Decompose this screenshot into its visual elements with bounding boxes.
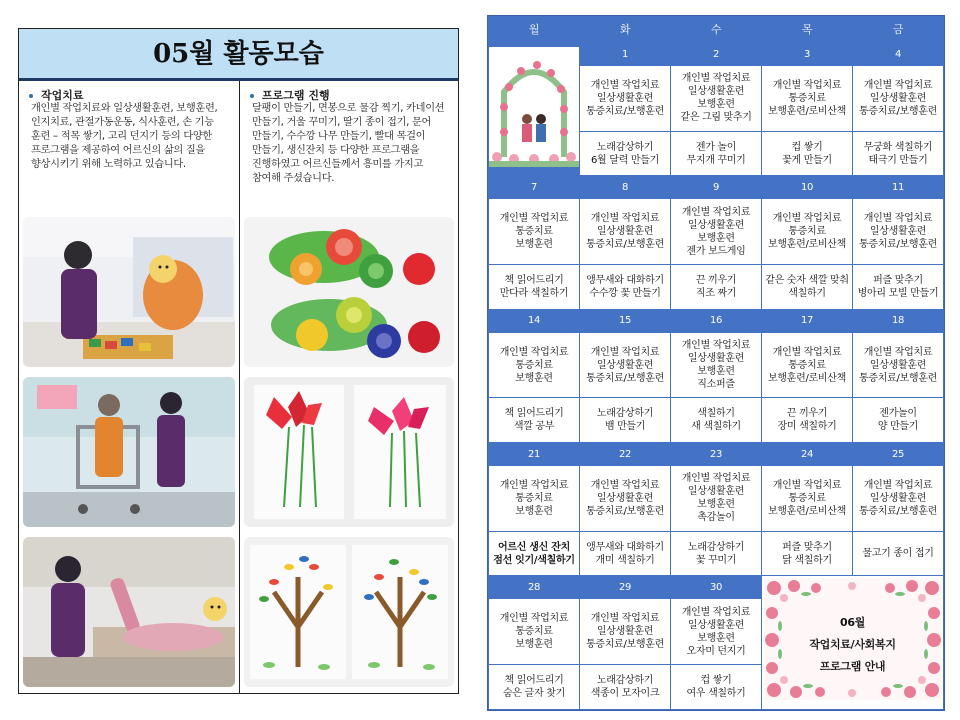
date-cell: 24	[762, 443, 853, 466]
weekday-fri: 금	[853, 17, 944, 43]
therapy-cell: 개인별 작업치료 일상생활훈련 보행훈련 촉감놀이	[671, 466, 762, 532]
program-cell: 물고기 종이 접기	[853, 531, 944, 576]
program-cell: 컵 쌓기 여우 색칠하기	[671, 665, 762, 710]
section-body-program: 달팽이 만들기, 면봉으로 물감 찍기, 카네이션 만들기, 거울 꾸미기, 딸기 종이 접기, 문어 만들기, 수수깡 나무 만들기, 빨대 목걸이 만들기, 생신잔치 등 다양한 프로그램을 진행하였고 어르신들께서 흥미를 가지고 참여해 주셨습니다.	[252, 103, 445, 184]
date-cell: 29	[580, 576, 671, 599]
therapy-cell: 개인별 작업치료 통증치료 보행훈련	[489, 332, 580, 398]
date-cell: 1	[580, 43, 671, 66]
program-cell: 퍼즐 맞추기 병아리 모빌 만들기	[853, 264, 944, 309]
weekday-header-row	[489, 17, 944, 43]
program-row	[489, 264, 944, 309]
program-cell: 노래감상하기 6월 달력 만들기	[580, 131, 671, 176]
date-row	[489, 176, 944, 199]
date-cell: 22	[580, 443, 671, 466]
program-cell: 노래감상하기 뱀 만들기	[580, 398, 671, 443]
photo-tree-craft	[244, 537, 454, 687]
date-row	[489, 443, 944, 466]
date-cell: 14	[489, 309, 580, 332]
rose-arch-illustration	[489, 43, 580, 176]
page-title: 05월 활동모습	[19, 29, 458, 81]
date-row	[489, 309, 944, 332]
program-cell: 같은 숫자 색깔 맞춰 색칠하기	[762, 264, 853, 309]
date-cell: 25	[853, 443, 944, 466]
therapy-cell: 개인별 작업치료 일상생활훈련 통증치료/보행훈련	[853, 65, 944, 131]
program-row	[489, 531, 944, 576]
date-cell: 15	[580, 309, 671, 332]
date-cell: 11	[853, 176, 944, 199]
therapy-cell: 개인별 작업치료 일상생활훈련 보행훈련 젠가 보드게임	[671, 199, 762, 265]
therapy-cell: 개인별 작업치료 일상생활훈련 통증치료/보행훈련	[580, 332, 671, 398]
weekday-mon: 월	[489, 17, 580, 43]
therapy-cell: 개인별 작업치료 일상생활훈련 통증치료/보행훈련	[853, 332, 944, 398]
notice-box	[762, 576, 944, 710]
couple-under-arch-icon	[489, 47, 579, 167]
therapy-cell: 개인별 작업치료 통증치료 보행훈련/로비산책	[762, 199, 853, 265]
date-cell: 7	[489, 176, 580, 199]
notice-line2: 프로그램 안내	[819, 660, 886, 674]
weekday-wed: 수	[671, 17, 762, 43]
program-cell: 퍼즐 맞추기 닭 색칠하기	[762, 531, 853, 576]
photo-snail-craft	[244, 217, 454, 367]
program-cell: 노래감상하기 색종이 모자이크	[580, 665, 671, 710]
therapy-row	[489, 466, 944, 532]
therapy-cell: 개인별 작업치료 일상생활훈련 보행훈련 같은 그림 맞추기	[671, 65, 762, 131]
photo-hand-therapy	[23, 217, 235, 367]
program-cell: 앵무새와 대화하기 수수깡 꽃 만들기	[580, 264, 671, 309]
therapy-cell: 개인별 작업치료 일상생활훈련 통증치료/보행훈련	[580, 199, 671, 265]
program-cell: 색칠하기 새 색칠하기	[671, 398, 762, 443]
therapy-cell: 개인별 작업치료 통증치료 보행훈련	[489, 199, 580, 265]
date-cell: 8	[580, 176, 671, 199]
photo-carnation-craft	[244, 377, 454, 527]
notice-month: 06월	[839, 616, 866, 630]
photo-joint-exercise	[23, 537, 235, 687]
therapy-cell: 개인별 작업치료 일상생활훈련 통증치료/보행훈련	[580, 466, 671, 532]
date-cell: 23	[671, 443, 762, 466]
therapy-cell: 개인별 작업치료 통증치료 보행훈련	[489, 599, 580, 665]
photo-walking-training	[23, 377, 235, 527]
date-cell: 9	[671, 176, 762, 199]
bullet-icon	[29, 94, 33, 98]
calendar-table	[488, 16, 944, 710]
section-heading-text: 작업치료	[41, 89, 84, 102]
date-cell: 28	[489, 576, 580, 599]
therapy-row	[489, 199, 944, 265]
weekday-thu: 목	[762, 17, 853, 43]
date-cell: 30	[671, 576, 762, 599]
date-cell: 10	[762, 176, 853, 199]
program-cell-birthday: 어르신 생신 잔치 점선 잇기/색칠하기	[489, 531, 580, 576]
therapy-cell: 개인별 작업치료 통증치료 보행훈련/로비산책	[762, 466, 853, 532]
therapy-cell: 개인별 작업치료 통증치료 보행훈련	[489, 466, 580, 532]
date-cell: 21	[489, 443, 580, 466]
program-column	[240, 81, 458, 693]
section-heading-text: 프로그램 진행	[262, 89, 330, 102]
date-cell: 4	[853, 43, 944, 66]
program-cell: 컵 쌓기 꽃게 만들기	[762, 131, 853, 176]
date-row	[489, 576, 944, 599]
program-cell: 끈 끼우기 장미 색칠하기	[762, 398, 853, 443]
program-cell: 책 읽어드리기 숨은 글자 찾기	[489, 665, 580, 710]
program-cell: 무궁화 색칠하기 태극기 만들기	[853, 131, 944, 176]
therapy-cell: 개인별 작업치료 통증치료 보행훈련/로비산책	[762, 65, 853, 131]
date-row	[489, 43, 944, 66]
occupational-therapy-column	[19, 81, 240, 693]
section-heading-occupational	[29, 87, 84, 103]
program-cell: 앵무새와 대화하기 개미 색칠하기	[580, 531, 671, 576]
activity-report-panel	[18, 28, 459, 694]
therapy-cell: 개인별 작업치료 일상생활훈련 통증치료/보행훈련	[580, 65, 671, 131]
date-cell: 2	[671, 43, 762, 66]
date-cell: 16	[671, 309, 762, 332]
therapy-cell: 개인별 작업치료 일상생활훈련 통증치료/보행훈련	[853, 466, 944, 532]
date-cell: 18	[853, 309, 944, 332]
program-cell: 책 읽어드리기 만다라 색칠하기	[489, 264, 580, 309]
program-row	[489, 398, 944, 443]
section-heading-program	[250, 87, 330, 103]
june-program-calendar	[487, 15, 945, 711]
weekday-tue: 화	[580, 17, 671, 43]
date-cell: 3	[762, 43, 853, 66]
date-cell: 17	[762, 309, 853, 332]
therapy-cell: 개인별 작업치료 일상생활훈련 보행훈련 직소퍼즐	[671, 332, 762, 398]
bullet-icon	[250, 94, 254, 98]
therapy-row	[489, 332, 944, 398]
program-cell: 끈 끼우기 직조 짜기	[671, 264, 762, 309]
program-cell: 책 읽어드리기 색깔 공부	[489, 398, 580, 443]
therapy-cell: 개인별 작업치료 일상생활훈련 통증치료/보행훈련	[580, 599, 671, 665]
notice-text	[762, 612, 943, 678]
program-cell: 노래감상하기 꽃 꾸미기	[671, 531, 762, 576]
notice-line1: 작업치료/사회복지	[809, 638, 896, 652]
section-body-occupational: 개인별 작업치료와 일상생활훈련, 보행훈련, 인지치료, 관절가동운동, 식사훈련, 손 기능 훈련 – 적목 쌓기, 고리 던지기 등의 다양한 프로그램을 제공하여 어르신의 삶의 질을 향상시키기 위해 노력하고 있습니다.	[31, 103, 218, 170]
therapy-cell: 개인별 작업치료 일상생활훈련 보행훈련 오자미 던지기	[671, 599, 762, 665]
therapy-cell: 개인별 작업치료 통증치료 보행훈련/로비산책	[762, 332, 853, 398]
program-cell: 젠가 놀이 무지개 꾸미기	[671, 131, 762, 176]
program-cell: 젠가놀이 양 만들기	[853, 398, 944, 443]
therapy-cell: 개인별 작업치료 일상생활훈련 통증치료/보행훈련	[853, 199, 944, 265]
